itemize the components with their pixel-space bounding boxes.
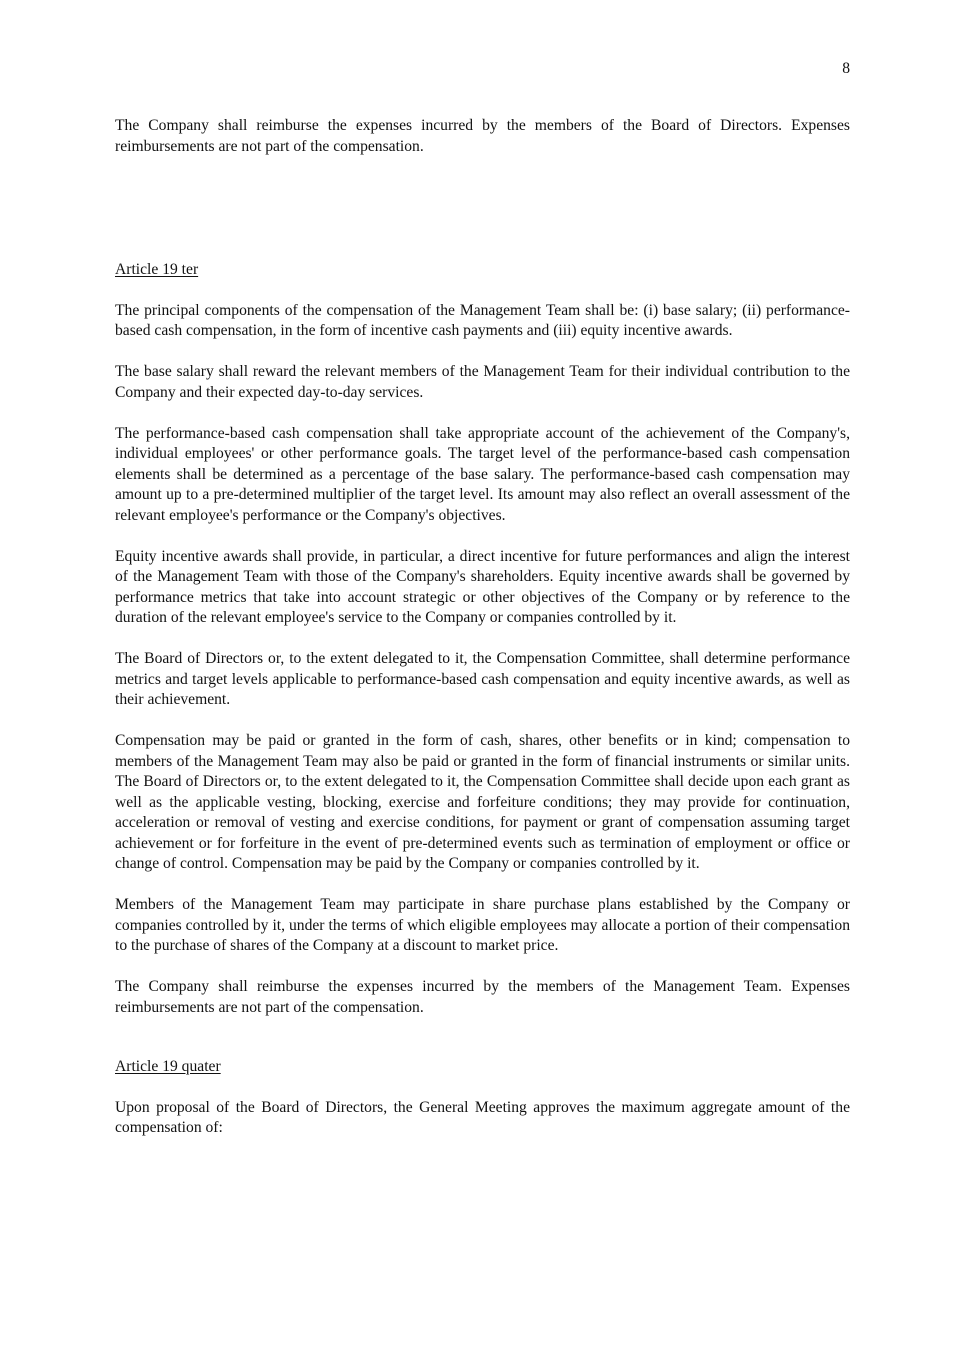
paragraph-share-purchase-plans: Members of the Management Team may participate in share purchase plans established by the Company or companies controlled by it, under the terms of which eligible employees may allocate a portion of their compensation to the purchase of shares of the Company at a discount to market price. bbox=[115, 896, 850, 954]
paragraph-compensation-components: The principal components of the compensation of the Management Team shall be: (i) base salary; (ii) performance-based cash compensation, in the form of incentive cash payments and (iii) equity incentive awards. bbox=[115, 301, 850, 339]
paragraph-compensation-form: Compensation may be paid or granted in the form of cash, shares, other benefits or in kind; compensation to members of the Management Team may also be paid or granted in the form of financial instruments or similar units. The Board of Directors or, to the extent delegated to it, the Compensation Committee shall decide upon each grant as well as the applicable vesting, blocking, exercise and forfeiture conditions; they may provide for continuation, acceleration or removal of vesting and exercise conditions, for payment or grant of compensation assuming target achievement or for forfeiture in the event of pre-determined events such as termination of employment or office or change of control. Compensation may be paid by the Company or companies controlled by it. bbox=[115, 732, 850, 872]
article-19-ter-heading: Article 19 ter bbox=[115, 260, 199, 278]
spacer bbox=[115, 1039, 850, 1057]
paragraph-board-expenses: The Company shall reimburse the expenses incurred by the members of the Board of Directors. Expenses reimbursements are not part of the compensation. bbox=[115, 117, 850, 155]
paragraph-general-meeting-approval: Upon proposal of the Board of Directors, the General Meeting approves the maximum aggregate amount of the compensation of: bbox=[115, 1098, 850, 1136]
document-body bbox=[115, 116, 850, 1159]
spacer bbox=[115, 178, 850, 260]
page-number: 8 bbox=[842, 60, 850, 77]
paragraph-management-expenses: The Company shall reimburse the expenses incurred by the members of the Management Team. Expenses reimbursements are not part of the compensation. bbox=[115, 978, 850, 1016]
paragraph-performance-cash: The performance-based cash compensation shall take appropriate account of the achievement of the Company's, individual employees' or other performance goals. The target level of the performance-based cash compensation elements shall be determined as a percentage of the base salary. The performance-based cash compensation may amount up to a pre-determined multiplier of the target level. Its amount may also reflect an overall assessment of the relevant employee's performance or the Company's objectives. bbox=[115, 424, 850, 524]
article-19-quater-heading: Article 19 quater bbox=[115, 1057, 221, 1075]
paragraph-performance-metrics: The Board of Directors or, to the extent delegated to it, the Compensation Committee, shall determine performance metrics and target levels applicable to performance-based cash compensation and equity incentive awards, as well as their achievement. bbox=[115, 650, 850, 708]
paragraph-equity-awards: Equity incentive awards shall provide, in particular, a direct incentive for future performances and align the interest of the Management Team with those of the Company's shareholders. Equity incentive awards shall be governed by performance metrics that take into account strategic or other objectives of the Company or by reference to the duration of the relevant employee's service to the Company or companies controlled by it. bbox=[115, 547, 850, 626]
paragraph-base-salary: The base salary shall reward the relevant members of the Management Team for their individual contribution to the Company and their expected day-to-day services. bbox=[115, 363, 850, 401]
